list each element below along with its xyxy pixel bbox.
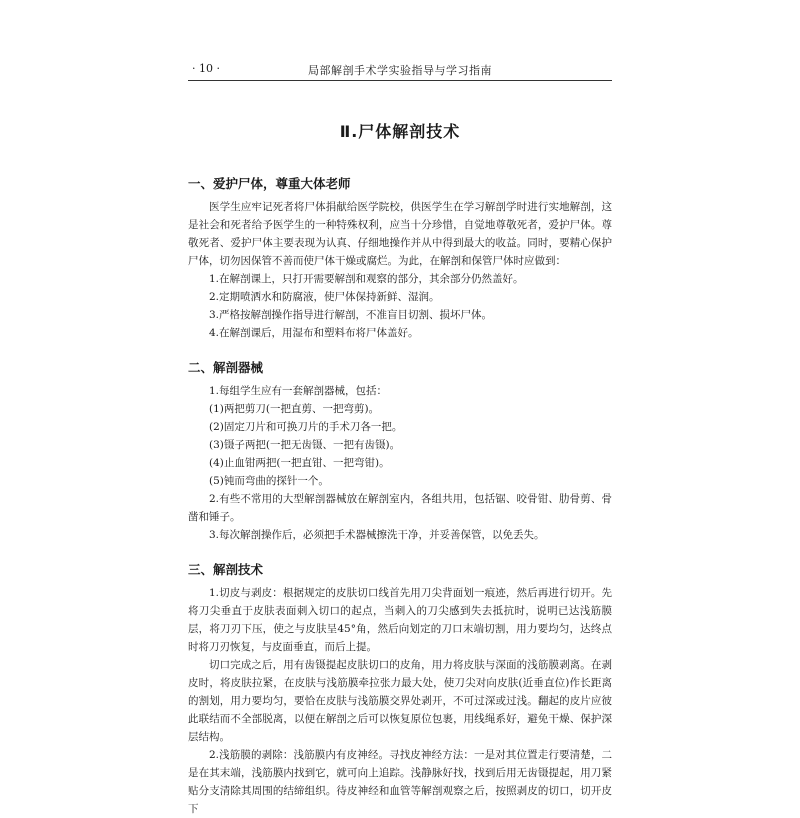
paragraph: 2.浅筋膜的剥除：浅筋膜内有皮神经。寻找皮神经方法：一是对其位置走行要清楚，二是在其末端，浅筋膜内找到它，就可向上追踪。浅静脉好找，找到后用无齿镊提起，用刀紧贴分支清除其周围的结缔组织。待皮神经和血管等解剖观察之后，按照剥皮的切口，切开皮下 (188, 749, 612, 815)
list-item: 2.定期喷洒水和防腐液，使尸体保持新鲜、湿润。 (209, 291, 440, 303)
section-instruments (188, 358, 612, 544)
section-care-for-cadaver (188, 174, 612, 342)
list-item: 1.每组学生应有一套解剖器械，包括： (209, 385, 388, 397)
book-title: 局部解剖手术学实验指导与学习指南 (308, 64, 492, 77)
list-item: (1)两把剪刀(一把直剪、一把弯剪)。 (209, 403, 380, 415)
page-number: · 10 · (192, 62, 220, 75)
list-item: 2.有些不常用的大型解剖器械放在解剖室内，各组共用，包括锯、咬骨钳、肋骨剪、骨凿和锤子。 (188, 493, 612, 523)
book-page (188, 56, 612, 818)
list-item: (3)镊子两把(一把无齿镊、一把有齿镊)。 (209, 439, 401, 451)
chapter-title: Ⅱ.尸体解剖技术 (339, 122, 461, 141)
list-item: 4.在解剖课后，用湿布和塑料布将尸体盖好。 (209, 327, 419, 339)
running-header (188, 56, 612, 81)
list-item: (4)止血钳两把(一把直钳、一把弯钳)。 (209, 457, 390, 469)
section-heading: 一、爱护尸体，尊重大体老师 (188, 176, 351, 191)
paragraph: 1.切皮与剥皮：根据规定的皮肤切口线首先用刀尖背面划一痕迹，然后再进行切开。先将刀尖垂直于皮肤表面刺入切口的起点，当刺入的刀尖感到失去抵抗时，说明已达浅筋膜层，将刀刃下压，使之与皮肤呈45°角，然后向划定的刀口末端切割，用力要均匀，达终点时将刀刃恢复，与皮面垂直，而后上提。 (188, 587, 612, 653)
paragraph: 医学生应牢记死者将尸体捐献给医学院校，供医学生在学习解剖学时进行实地解剖，这是社会和死者给予医学生的一种特殊权利，应当十分珍惜，自觉地尊敬死者，爱护尸体。尊敬死者、爱护尸体主要表现为认真、仔细地操作并从中得到最大的收益。同时，要精心保护尸体，切勿因保管不善而使尸体干燥或腐烂。为此，在解剖和保管尸体时应做到： (188, 201, 612, 267)
section-heading: 三、解剖技术 (188, 562, 264, 577)
section-dissection-technique (188, 560, 612, 818)
list-item: (2)固定刀片和可换刀片的手术刀各一把。 (209, 421, 403, 433)
list-item: 1.在解剖课上，只打开需要解剖和观察的部分，其余部分仍然盖好。 (209, 273, 524, 285)
section-heading: 二、解剖器械 (188, 360, 264, 375)
list-item: (5)钝而弯曲的探针一个。 (209, 475, 329, 487)
paragraph: 切口完成之后，用有齿镊提起皮肤切口的皮角，用力将皮肤与深面的浅筋膜剥离。在剥皮时，将皮肤拉紧，在皮肤与浅筋膜牵拉张力最大处，使刀尖对向皮肤(近垂直位)作长距离的割划，用力要均匀，要恰在皮肤与浅筋膜交界处剥开，不可过深或过浅。翻起的皮片应彼此联结而不全部脱离，以便在解剖之后可以恢复原位包裹，用线绳系好，避免干燥、保护深层结构。 (188, 659, 612, 743)
list-item: 3.严格按解剖操作指导进行解剖，不准盲目切割、损坏尸体。 (209, 309, 493, 321)
list-item: 3.每次解剖操作后，必须把手术器械擦洗干净，并妥善保管，以免丢失。 (209, 529, 545, 541)
